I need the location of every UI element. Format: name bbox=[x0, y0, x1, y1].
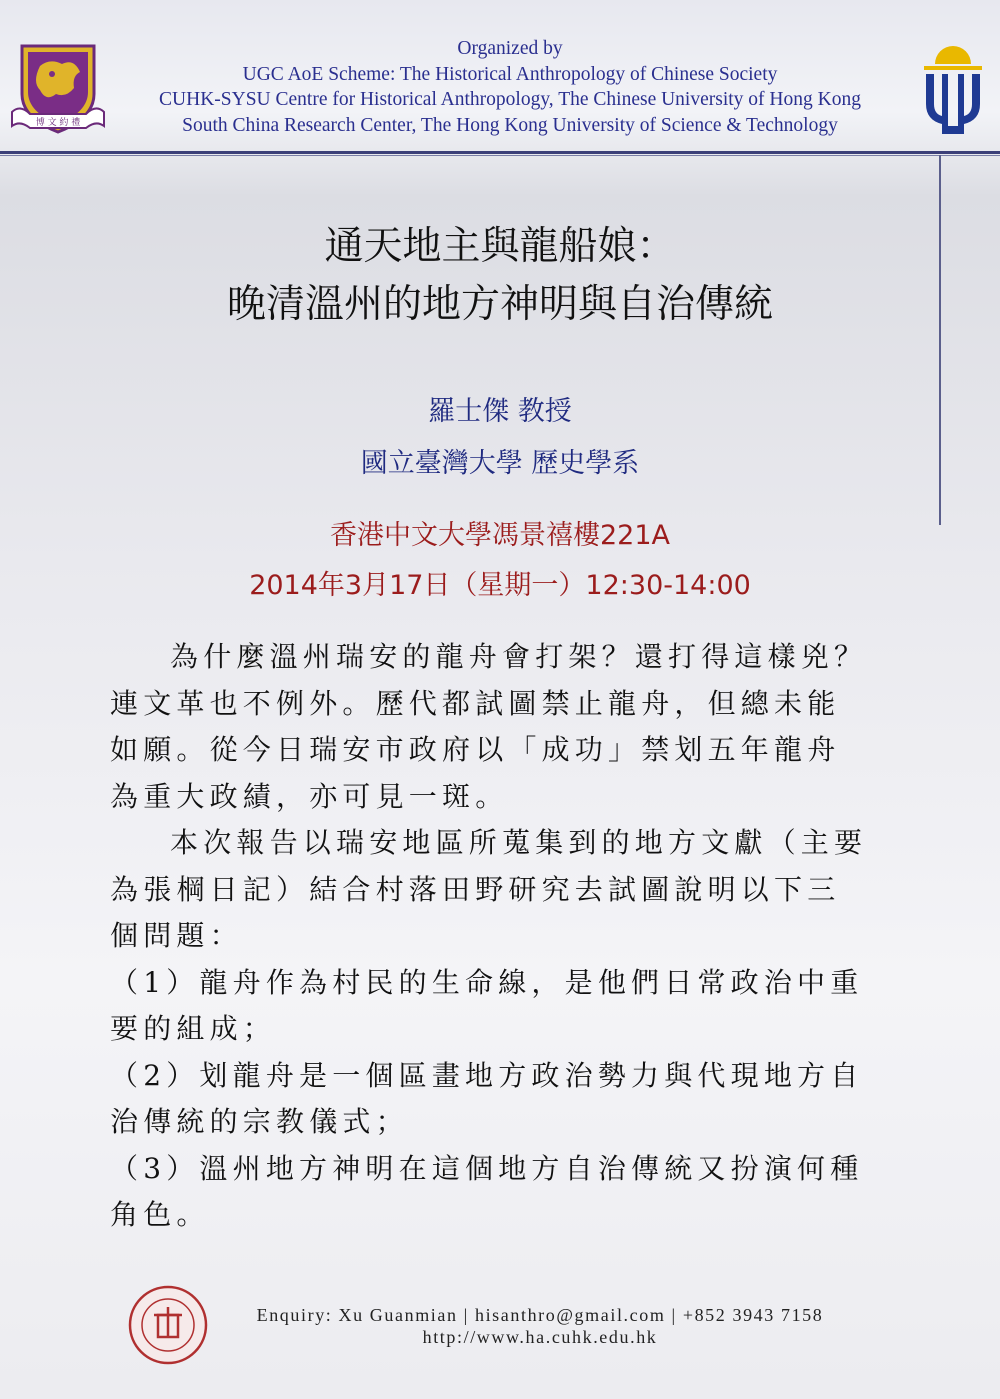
title-line-1: 通天地主與龍船娘： bbox=[324, 224, 676, 269]
speaker-affiliation: 國立臺灣大學 歷史學系 bbox=[360, 448, 640, 479]
abstract-question-1: （1）龍舟作為村民的生命線，是他們日常政治中重要的組成； bbox=[110, 965, 864, 1045]
title-line-2: 晚清溫州的地方神明與自治傳統 bbox=[226, 282, 773, 327]
event-datetime: 2014年3月17日（星期一）12:30-14:00 bbox=[249, 570, 751, 601]
talk-title bbox=[0, 218, 1000, 334]
organizer-line: South China Research Center, The Hong Kong University of Science & Technology bbox=[182, 114, 838, 136]
abstract bbox=[110, 634, 870, 1239]
historical-anthropology-seal-icon bbox=[128, 1285, 208, 1365]
abstract-question-3: （3）溫州地方神明在這個地方自治傳統又扮演何種角色。 bbox=[110, 1151, 864, 1231]
header-divider bbox=[0, 151, 1000, 154]
organized-by-heading: Organized by bbox=[457, 38, 563, 59]
header-divider-thin bbox=[0, 155, 1000, 156]
header bbox=[0, 0, 1000, 152]
speaker-block bbox=[0, 386, 1000, 490]
event-venue: 香港中文大學馮景禧樓221A bbox=[329, 520, 670, 551]
cuhk-crest-icon bbox=[10, 42, 106, 136]
organizer-block bbox=[110, 36, 910, 138]
speaker-name: 羅士傑 教授 bbox=[428, 396, 572, 427]
footer-enquiry: Enquiry: Xu Guanmian | hisanthro@gmail.com | +852 3943 7158 bbox=[256, 1305, 824, 1325]
abstract-question-2: （2）划龍舟是一個區畫地方政治勢力與代現地方自治傳統的宗教儀式； bbox=[110, 1058, 864, 1138]
hkust-logo-icon bbox=[918, 38, 988, 142]
svg-text:博 文 約 禮: 博 文 約 禮 bbox=[35, 118, 81, 128]
organizer-line: UGC AoE Scheme: The Historical Anthropology of Chinese Society bbox=[242, 63, 778, 85]
abstract-paragraph-1: 為什麼溫州瑞安的龍舟會打架？還打得這樣兇？連文革也不例外。歷代都試圖禁止龍舟，但總未能如願。從今日瑞安市政府以「成功」禁划五年龍舟為重大政績，亦可見一斑。 bbox=[110, 640, 868, 813]
abstract-paragraph-2: 本次報告以瑞安地區所蒐集到的地方文獻（主要為張棡日記）結合村落田野研究去試圖說明以下三個問題： bbox=[110, 826, 868, 952]
footer-url[interactable]: http://www.ha.cuhk.edu.hk bbox=[422, 1327, 658, 1347]
event-block bbox=[0, 511, 1000, 611]
footer-contact bbox=[230, 1304, 850, 1348]
organizer-line: CUHK-SYSU Centre for Historical Anthropology, The Chinese University of Hong Kong bbox=[159, 89, 861, 110]
